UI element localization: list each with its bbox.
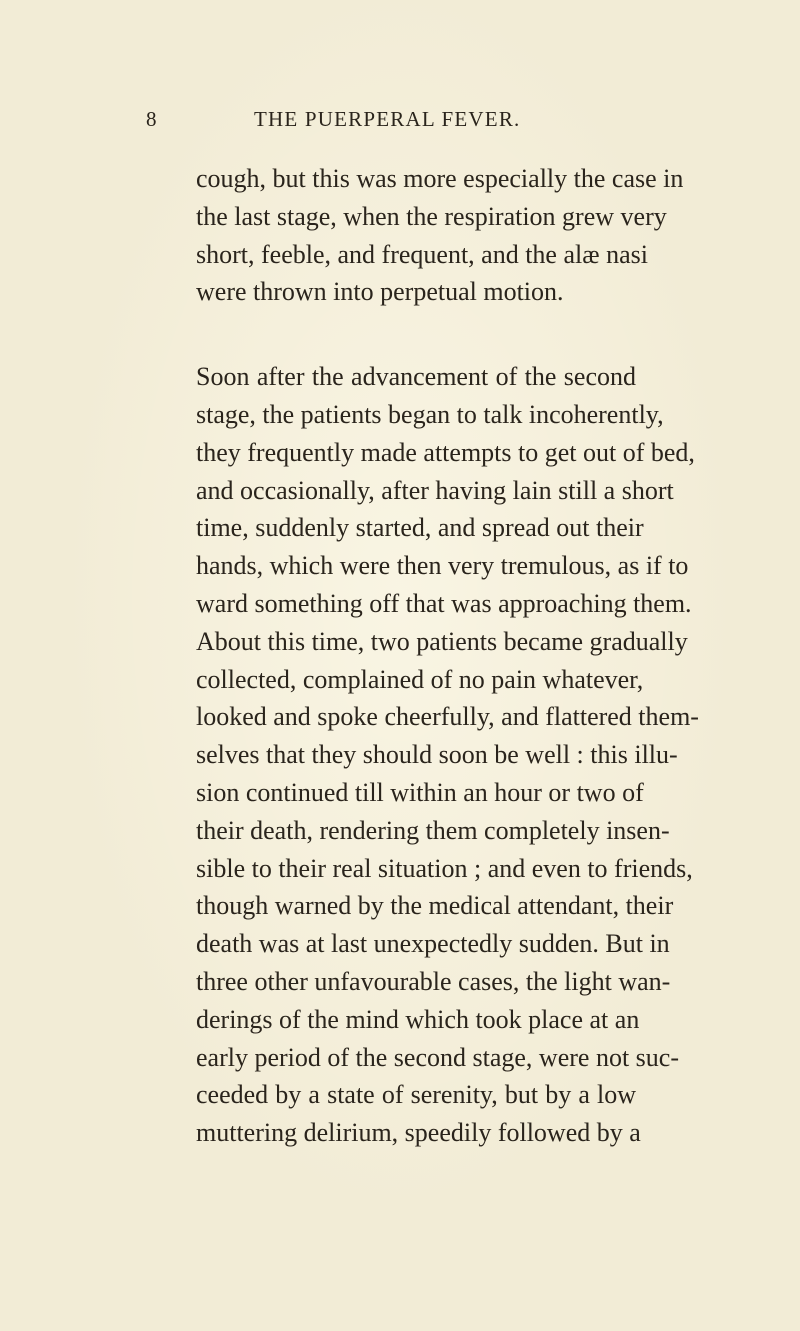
text-line: were thrown into perpetual motion. (196, 277, 564, 307)
text-line: they frequently made attempts to get out of bed, (196, 437, 695, 467)
page-number: 8 (146, 107, 158, 131)
text-line: their death, rendering them completely insen- (196, 815, 670, 845)
body-text (196, 160, 699, 1152)
text-line: sible to their real situation ; and even to friends, (196, 853, 693, 883)
text-line: Soon after the advancement of the second (196, 362, 636, 392)
text-line: derings of the mind which took place at an (196, 1004, 640, 1034)
text-line: selves that they should soon be well : this illu- (196, 740, 678, 770)
text-line: hands, which were then very tremulous, as if to (196, 551, 689, 581)
text-line: muttering delirium, speedily followed by a (196, 1118, 641, 1148)
text-line: collected, complained of no pain whatever, (196, 664, 644, 694)
text-line: cough, but this was more especially the case in (196, 164, 684, 193)
text-line: stage, the patients began to talk incoherently, (196, 399, 664, 429)
text-line: ward something off that was approaching them. (196, 588, 692, 618)
paragraph-break (196, 311, 636, 358)
text-line: though warned by the medical attendant, their (196, 891, 674, 921)
text-line: About this time, two patients became gradually (196, 626, 688, 656)
text-line: three other unfavourable cases, the light wan- (196, 966, 671, 996)
text-line: the last stage, when the respiration grew very (196, 201, 667, 231)
running-title: THE PUERPERAL FEVER. (254, 107, 521, 131)
text-line: and occasionally, after having lain still a short (196, 475, 674, 505)
text-line: short, feeble, and frequent, and the alæ nasi (196, 239, 648, 269)
text-line: time, suddenly started, and spread out their (196, 513, 644, 543)
text-line: ceeded by a state of serenity, but by a low (196, 1080, 636, 1110)
text-line: sion continued till within an hour or two of (196, 777, 644, 807)
text-line: death was at last unexpectedly sudden. But in (196, 929, 670, 959)
text-line: early period of the second stage, were not suc- (196, 1042, 679, 1072)
text-line: looked and spoke cheerfully, and flattered them- (196, 702, 699, 732)
page-header (146, 107, 666, 137)
